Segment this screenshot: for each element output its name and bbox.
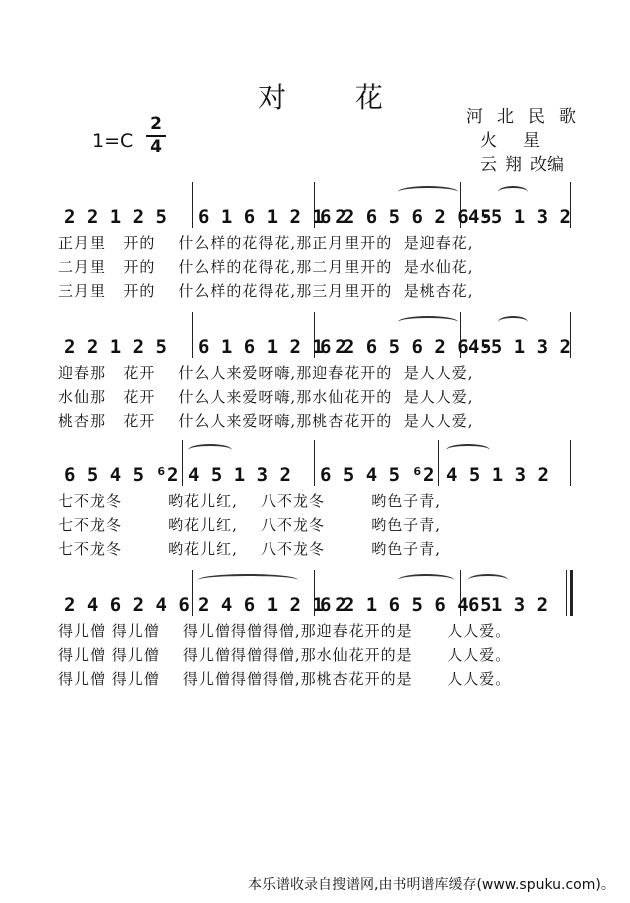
system-4-m1: 2 4 6 2 4 6 <box>64 594 190 616</box>
system-1-m1: 2 2 1 2 5 <box>64 206 167 228</box>
system-3-m4: 4 5 1 3 2 <box>446 464 549 486</box>
system-2-m3: 6 2 6 5 6 2 6 5 <box>320 336 492 358</box>
system-3-lyric-3: 七不龙冬 哟花儿红, 八不龙冬 哟色子青, <box>58 540 441 558</box>
system-1-lyric-2: 二月里 开的 什么样的花得花,那二月里开的 是水仙花, <box>58 258 474 276</box>
system-3-lyric-2: 七不龙冬 哟花儿红, 八不龙冬 哟色子青, <box>58 516 441 534</box>
credit-arranger-2 <box>480 150 564 175</box>
system-2-lyric-1: 迎春那 花开 什么人来爱呀嗨,那迎春花开的 是人人爱, <box>58 364 474 382</box>
time-signature-top: 2 <box>146 114 166 137</box>
system-1 <box>58 182 578 302</box>
system-1-lyric-1: 正月里 开的 什么样的花得花,那正月里开的 是迎春花, <box>58 234 474 252</box>
system-4-lyric-1: 得儿僧 得儿僧 得儿僧得僧得僧,那迎春花开的是 人人爱。 <box>58 622 512 640</box>
system-2-lyric-3: 桃杏那 花开 什么人来爱呀嗨,那桃杏花开的 是人人爱, <box>58 412 474 430</box>
system-4 <box>58 570 578 690</box>
system-2-m1: 2 2 1 2 5 <box>64 336 167 358</box>
system-4-m2: 2 4 6 1 2 1 2 <box>198 594 347 616</box>
system-3-m1: 6 5 4 5 ⁶2 <box>64 464 179 486</box>
source-footer: 本乐谱收录自搜谱网,由书明谱库缓存(www.spuku.com)。 <box>248 877 615 893</box>
system-1-m4: 4·5 1 3 2 <box>468 206 571 228</box>
credit-role: 改编 <box>530 155 564 175</box>
credit-arranger-2-name: 云翔 <box>480 155 530 175</box>
system-2-m4: 4·5 1 3 2 <box>468 336 571 358</box>
song-title: 对 花 <box>258 81 413 114</box>
system-1-lyric-3: 三月里 开的 什么样的花得花,那三月里开的 是桃杏花, <box>58 282 474 300</box>
system-4-m3: 6 2 1 6 5 6 4 5 <box>320 594 492 616</box>
system-2 <box>58 312 578 432</box>
system-3-m3: 6 5 4 5 ⁶2 <box>320 464 435 486</box>
system-4-lyric-3: 得儿僧 得儿僧 得儿僧得僧得僧,那桃杏花开的是 人人爱。 <box>58 670 512 688</box>
credit-arranger-1: 火星 <box>480 131 566 151</box>
key-signature: 1=C <box>92 130 134 152</box>
system-1-m2: 6 1 6 1 2 1 2 <box>198 206 347 228</box>
system-3-m2: 4 5 1 3 2 <box>188 464 291 486</box>
system-2-lyric-2: 水仙那 花开 什么人来爱呀嗨,那水仙花开的 是人人爱, <box>58 388 474 406</box>
system-4-lyric-2: 得儿僧 得儿僧 得儿僧得僧得僧,那水仙花开的是 人人爱。 <box>58 646 512 664</box>
time-signature-bottom: 4 <box>150 137 162 157</box>
system-3-lyric-1: 七不龙冬 哟花儿红, 八不龙冬 哟色子青, <box>58 492 441 510</box>
system-4-m4: 6 1 3 2 <box>468 594 549 616</box>
system-1-m3: 6 2 6 5 6 2 6 5 <box>320 206 492 228</box>
credit-origin: 河北民歌 <box>466 107 590 127</box>
time-signature <box>146 114 166 157</box>
system-3 <box>58 440 578 560</box>
system-2-m2: 6 1 6 1 2 1 2 <box>198 336 347 358</box>
